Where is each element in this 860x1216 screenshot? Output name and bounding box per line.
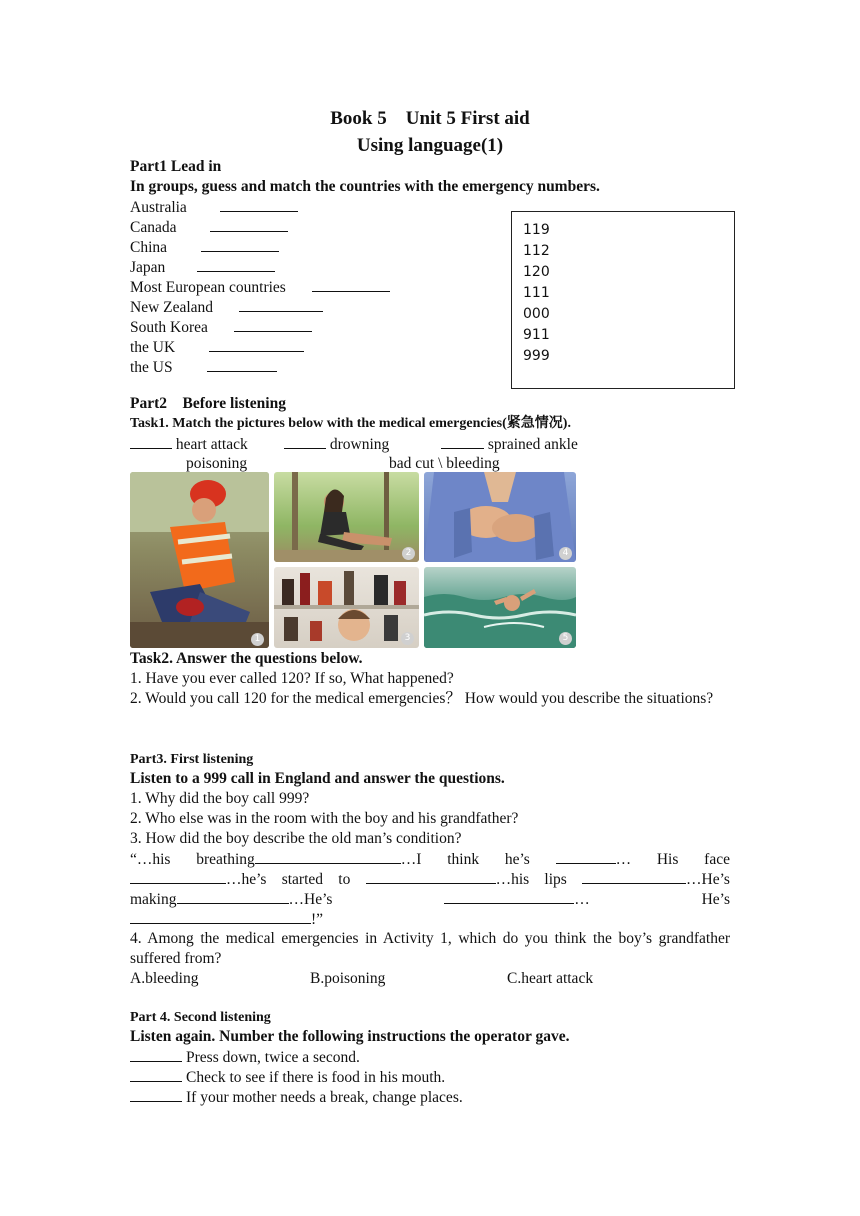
quote-segment bbox=[556, 849, 632, 870]
option-sprained-ankle: sprained ankle bbox=[487, 436, 578, 453]
instruction-text: Check to see if there is food in his mouth. bbox=[186, 1069, 446, 1086]
answer-blank[interactable] bbox=[130, 1067, 182, 1082]
country-row bbox=[130, 317, 312, 338]
quote-word: …He’s bbox=[686, 871, 730, 888]
instruction-text: If your mother needs a break, change places. bbox=[186, 1089, 463, 1106]
photo-heart-attack bbox=[424, 472, 576, 562]
answer-blank[interactable] bbox=[255, 849, 401, 864]
photo-bleeding bbox=[130, 472, 269, 648]
choice-c: C.heart attack bbox=[507, 970, 594, 987]
part3-heading: Part3. First listening bbox=[130, 752, 254, 767]
quote-line-3 bbox=[130, 889, 730, 910]
heart-attack-image bbox=[424, 472, 576, 562]
quote-word: lips bbox=[544, 871, 567, 888]
part3-instruction: Listen to a 999 call in England and answer the questions. bbox=[130, 770, 505, 787]
emergency-number: 000 bbox=[523, 306, 550, 322]
answer-blank[interactable] bbox=[201, 237, 279, 252]
quote-word: breathing bbox=[196, 851, 255, 868]
part3-question-1: 1. Why did the boy call 999? bbox=[130, 790, 310, 807]
answer-blank[interactable] bbox=[444, 889, 574, 904]
answer-blank[interactable] bbox=[284, 434, 326, 449]
part3-question-4: 4. Among the medical emergencies in Activity 1, which do you think the boy’s grandfather suffered from? bbox=[130, 930, 730, 967]
quote-word: think bbox=[447, 851, 480, 868]
country-name: Australia bbox=[130, 199, 187, 216]
quote-segment bbox=[444, 889, 590, 910]
part1-heading: Part1 Lead in bbox=[130, 158, 222, 175]
quote-word: He’s bbox=[701, 891, 730, 908]
option-row bbox=[284, 434, 389, 455]
drowning-image bbox=[424, 567, 576, 648]
country-row bbox=[130, 277, 390, 298]
part4-instruction: Listen again. Number the following instructions the operator gave. bbox=[130, 1028, 570, 1045]
photo-number: 1 bbox=[251, 633, 264, 646]
answer-blank[interactable] bbox=[207, 357, 277, 372]
option-row bbox=[441, 434, 578, 455]
option-poisoning: poisoning bbox=[186, 455, 248, 472]
photo-sprained-ankle bbox=[274, 472, 419, 562]
option-drowning: drowning bbox=[329, 436, 390, 453]
page-subtitle: Using language(1) bbox=[356, 135, 504, 156]
country-row bbox=[130, 257, 275, 278]
part3-question-3: 3. How did the boy describe the old man’s condition? bbox=[130, 830, 462, 847]
emergency-photos bbox=[130, 472, 576, 648]
country-name: Canada bbox=[130, 219, 177, 236]
answer-blank[interactable] bbox=[209, 337, 304, 352]
photo-drowning bbox=[424, 567, 576, 648]
emergency-number: 120 bbox=[523, 264, 550, 280]
answer-blank[interactable] bbox=[366, 869, 496, 884]
quote-line-1 bbox=[130, 849, 730, 870]
country-row bbox=[130, 197, 298, 218]
quote-word: …he’s bbox=[226, 871, 267, 888]
poisoning-image bbox=[274, 567, 419, 648]
quote-word: …I bbox=[400, 851, 422, 868]
injured-worker-image bbox=[130, 472, 269, 648]
instruction-item bbox=[130, 1047, 360, 1068]
country-name: South Korea bbox=[130, 319, 208, 336]
answer-blank[interactable] bbox=[130, 909, 311, 924]
quote-word: face bbox=[704, 851, 730, 868]
quote-segment bbox=[130, 889, 332, 910]
photo-number: 3 bbox=[401, 632, 414, 645]
answer-blank[interactable] bbox=[556, 849, 616, 864]
quote-word: … bbox=[615, 851, 632, 868]
quote-word: …He’s bbox=[288, 891, 333, 908]
country-name: China bbox=[130, 239, 168, 256]
emergency-number: 911 bbox=[523, 327, 550, 343]
photo-number: 2 bbox=[402, 547, 415, 560]
answer-blank[interactable] bbox=[312, 277, 390, 292]
page-title: Book 5 Unit 5 First aid bbox=[330, 108, 530, 129]
part1-instruction: In groups, guess and match the countries with the emergency numbers. bbox=[130, 178, 600, 195]
emergency-number: 111 bbox=[523, 285, 550, 301]
country-row bbox=[130, 337, 304, 358]
instruction-text: Press down, twice a second. bbox=[186, 1049, 360, 1066]
part2-heading: Part2 Before listening bbox=[130, 395, 286, 412]
quote-word: to bbox=[338, 871, 351, 888]
quote-segment bbox=[366, 869, 530, 890]
country-row bbox=[130, 357, 277, 378]
choice-b: B.poisoning bbox=[310, 970, 386, 987]
answer-blank[interactable] bbox=[130, 1087, 182, 1102]
answer-blank[interactable] bbox=[197, 257, 275, 272]
instruction-item bbox=[130, 1067, 445, 1088]
instruction-item bbox=[130, 1087, 463, 1108]
answer-blank[interactable] bbox=[239, 297, 323, 312]
country-row bbox=[130, 217, 288, 238]
option-heart-attack: heart attack bbox=[175, 436, 248, 453]
country-name: New Zealand bbox=[130, 299, 214, 316]
quote-word: making bbox=[130, 891, 177, 908]
quote-word: !” bbox=[311, 911, 324, 928]
quote-word: His bbox=[656, 851, 679, 868]
country-row bbox=[130, 297, 323, 318]
quote-word: he’s bbox=[504, 851, 530, 868]
option-bleeding: bad cut \ bleeding bbox=[389, 455, 500, 472]
answer-blank[interactable] bbox=[234, 317, 312, 332]
country-name: Japan bbox=[130, 259, 166, 276]
task2-question-2: 2. Would you call 120 for the medical emergencies？ How would you describe the situations? bbox=[130, 690, 714, 707]
part4-heading: Part 4. Second listening bbox=[130, 1010, 271, 1025]
quote-word: started bbox=[281, 871, 324, 888]
emergency-number: 112 bbox=[523, 243, 550, 259]
task2-question-1: 1. Have you ever called 120? If so, What happened? bbox=[130, 670, 454, 687]
answer-blank[interactable] bbox=[441, 434, 484, 449]
quote-segment bbox=[582, 869, 730, 890]
answer-blank[interactable] bbox=[220, 197, 298, 212]
country-name: Most European countries bbox=[130, 279, 286, 296]
quote-line-2 bbox=[130, 869, 730, 890]
photo-number: 4 bbox=[559, 547, 572, 560]
sprained-ankle-image bbox=[274, 472, 419, 562]
answer-blank[interactable] bbox=[210, 217, 288, 232]
emergency-number: 119 bbox=[523, 222, 550, 238]
photo-number: 5 bbox=[559, 632, 572, 645]
country-name: the US bbox=[130, 359, 173, 376]
answer-blank[interactable] bbox=[177, 889, 289, 904]
choice-a: A.bleeding bbox=[130, 970, 199, 987]
answer-blank[interactable] bbox=[130, 1047, 182, 1062]
photo-poisoning bbox=[274, 567, 419, 648]
answer-blank[interactable] bbox=[130, 869, 226, 884]
task2-heading: Task2. Answer the questions below. bbox=[130, 650, 363, 667]
option-row bbox=[130, 434, 248, 455]
task1-heading: Task1. Match the pictures below with the medical emergencies(紧急情况). bbox=[130, 416, 571, 431]
country-row bbox=[130, 237, 279, 258]
quote-segment bbox=[196, 849, 421, 870]
answer-blank[interactable] bbox=[582, 869, 686, 884]
part3-question-2: 2. Who else was in the room with the boy and his grandfather? bbox=[130, 810, 519, 827]
quote-word: … bbox=[574, 891, 590, 908]
country-name: the UK bbox=[130, 339, 176, 356]
answer-blank[interactable] bbox=[130, 434, 172, 449]
emergency-number: 999 bbox=[523, 348, 550, 364]
quote-word: “…his bbox=[130, 851, 171, 868]
quote-segment bbox=[130, 869, 266, 890]
emergency-numbers-box bbox=[511, 211, 735, 389]
quote-line-4 bbox=[130, 909, 323, 930]
quote-word: …his bbox=[495, 871, 530, 888]
